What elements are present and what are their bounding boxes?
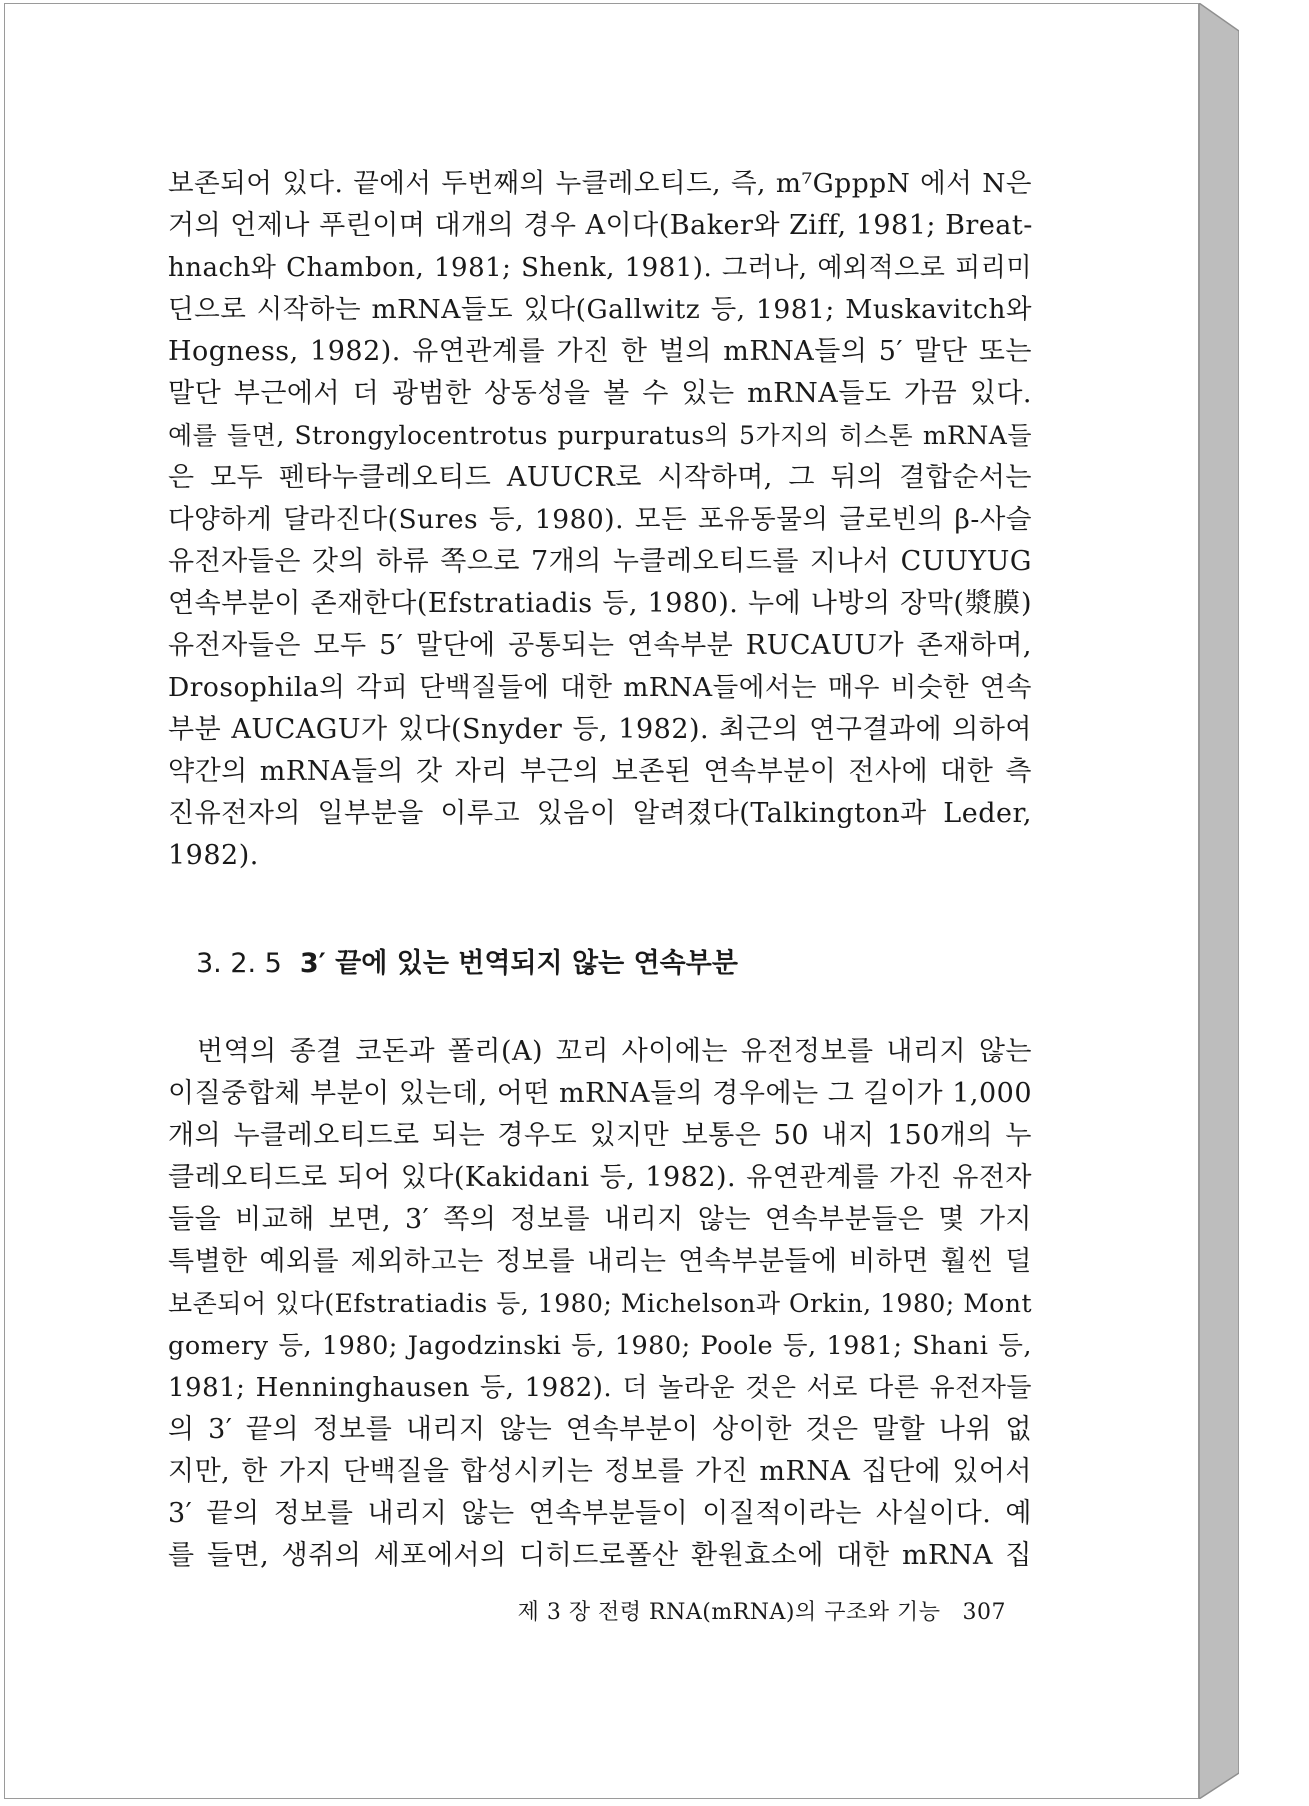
section-title: 3′ 끝에 있는 번역되지 않는 연속부분 bbox=[299, 948, 738, 979]
text-line: 특별한 예외를 제외하고는 정보를 내리는 연속부분들에 비하면 훨씬 덜 bbox=[168, 1246, 1032, 1277]
text-line: gomery 등, 1980; Jagodzinski 등, 1980; Poole 등, 1981; Shani 등, bbox=[168, 1331, 1032, 1361]
page-number: 307 bbox=[962, 1600, 1006, 1625]
text-line: hnach와 Chambon, 1981; Shenk, 1981). 그러나, 예외적으로 피리미 bbox=[168, 253, 1032, 283]
text-line: 의 3′ 끝의 정보를 내리지 않는 연속부분이 상이한 것은 말할 나위 없 bbox=[168, 1414, 1032, 1445]
text-line: 3′ 끝의 정보를 내리지 않는 연속부분들이 이질적이라는 사실이다. 예 bbox=[168, 1498, 1032, 1529]
text-line: 약간의 mRNA들의 갓 자리 부근의 보존된 연속부분이 전사에 대한 측 bbox=[168, 756, 1032, 787]
text-line: 유전자들은 갓의 하류 쪽으로 7개의 누클레오티드를 지나서 CUUYUG bbox=[168, 546, 1032, 577]
text-line: 다양하게 달라진다(Sures 등, 1980). 모든 포유동물의 글로빈의 β-사슬 bbox=[168, 504, 1032, 535]
text-line: 유전자들은 모두 5′ 말단에 공통되는 연속부분 RUCAUU가 존재하며, bbox=[168, 630, 1032, 661]
text-line: 이질중합체 부분이 있는데, 어떤 mRNA들의 경우에는 그 길이가 1,000 bbox=[168, 1078, 1032, 1109]
footer-chapter-title: 제 3 장 전령 RNA(mRNA)의 구조와 기능 bbox=[517, 1600, 941, 1625]
text-line: 연속부분이 존재한다(Efstratiadis 등, 1980). 누에 나방의 장막(漿膜) bbox=[168, 588, 1032, 619]
text-line: 1981; Henninghausen 등, 1982). 더 놀라운 것은 서로 다른 유전자들 bbox=[168, 1373, 1032, 1403]
running-footer bbox=[480, 1598, 1006, 1628]
text-line: 보존되어 있다(Efstratiadis 등, 1980; Michelson과 Orkin, 1980; Mont bbox=[168, 1289, 1032, 1318]
section-heading bbox=[196, 946, 896, 982]
text-line: 은 모두 펜타누클레오티드 AUUCR로 시작하며, 그 뒤의 결합순서는 bbox=[168, 462, 1032, 493]
text-line: 번역의 종결 코돈과 폴리(A) 꼬리 사이에는 유전정보를 내리지 않는 bbox=[197, 1036, 1032, 1067]
section-number: 3. 2. 5 bbox=[196, 948, 282, 979]
text-line: 말단 부근에서 더 광범한 상동성을 볼 수 있는 mRNA들도 가끔 있다. bbox=[168, 378, 1032, 409]
text-line: 부분 AUCAGU가 있다(Snyder 등, 1982). 최근의 연구결과에 의하여 bbox=[168, 714, 1032, 745]
page-stack-edge bbox=[1199, 3, 1239, 1799]
text-line: Hogness, 1982). 유연관계를 가진 한 벌의 mRNA들의 5′ 말단 또는 bbox=[168, 336, 1032, 367]
text-line: 진유전자의 일부분을 이루고 있음이 알려졌다(Talkington과 Leder, bbox=[168, 798, 1032, 829]
text-line: 1982). bbox=[168, 840, 259, 871]
text-line: 거의 언제나 푸린이며 대개의 경우 A이다(Baker와 Ziff, 1981; Breat- bbox=[168, 210, 1033, 241]
text-line: 개의 누클레오티드로 되는 경우도 있지만 보통은 50 내지 150개의 누 bbox=[168, 1120, 1032, 1151]
text-line: 예를 들면, Strongylocentrotus purpuratus의 5가지의 히스톤 mRNA들 bbox=[168, 421, 1032, 450]
text-line: 클레오티드로 되어 있다(Kakidani 등, 1982). 유연관계를 가진 유전자 bbox=[168, 1162, 1032, 1193]
text-line: 지만, 한 가지 단백질을 합성시키는 정보를 가진 mRNA 집단에 있어서 bbox=[168, 1456, 1032, 1487]
text-line: Drosophila의 각피 단백질들에 대한 mRNA들에서는 매우 비슷한 연속 bbox=[168, 672, 1032, 703]
text-line: 딘으로 시작하는 mRNA들도 있다(Gallwitz 등, 1981; Muskavitch와 bbox=[168, 294, 1032, 325]
text-line: 를 들면, 생쥐의 세포에서의 디히드로폴산 환원효소에 대한 mRNA 집 bbox=[168, 1540, 1032, 1571]
text-line: 들을 비교해 보면, 3′ 쪽의 정보를 내리지 않는 연속부분들은 몇 가지 bbox=[168, 1204, 1032, 1235]
text-line: 보존되어 있다. 끝에서 두번째의 누클레오티드, 즉, m⁷GpppN 에서 N은 bbox=[168, 168, 1032, 199]
